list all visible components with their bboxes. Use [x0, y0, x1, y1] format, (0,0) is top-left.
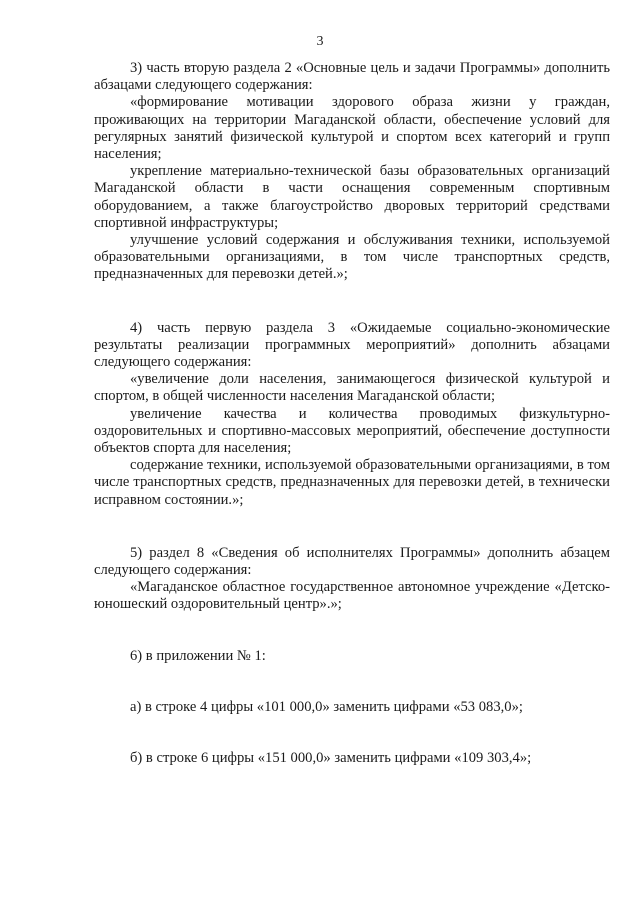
- document-body: [94, 60, 610, 767]
- item-3-paragraph-1: «формирование мотивации здорового образа жизни у граждан, проживающих на территории Магаданской области, обеспечение условий для регулярных занятий физической культурой и спортом всех категорий и групп населения;: [94, 94, 610, 163]
- item-3-intro: 3) часть вторую раздела 2 «Основные цель и задачи Программы» дополнить абзацами следующего содержания:: [94, 60, 610, 94]
- item-6b-section: [94, 750, 610, 767]
- item-4-intro: 4) часть первую раздела 3 «Ожидаемые социально-экономические результаты реализации программных мероприятий» дополнить абзацами следующего содержания:: [94, 319, 610, 371]
- item-3-section: [94, 60, 610, 284]
- item-4-paragraph-1: «увеличение доли населения, занимающегося физической культурой и спортом, в общей численности населения Магаданской области;: [94, 371, 610, 405]
- item-6-section: [94, 648, 610, 665]
- item-6-intro: 6) в приложении № 1:: [130, 647, 266, 664]
- item-6a-section: [94, 699, 610, 716]
- item-4-paragraph-3: содержание техники, используемой образовательными организациями, в том числе транспортных средств, предназначенных для перевозки детей, в технически исправном состоянии.»;: [94, 457, 610, 508]
- item-5-paragraph-1: «Магаданское областное государственное автономное учреждение «Детско-юношеский оздоровительный центр».»;: [94, 579, 610, 613]
- section-spacer: [94, 509, 610, 545]
- section-spacer: [94, 284, 610, 320]
- section-spacer: [94, 665, 610, 699]
- item-5-intro: 5) раздел 8 «Сведения об исполнителях Программы» дополнить абзацем следующего содержания:: [94, 544, 610, 579]
- item-4-section: [94, 320, 610, 509]
- section-spacer: [94, 716, 610, 750]
- item-6b-text: б) в строке 6 цифры «151 000,0» заменить цифрами «109 303,4»;: [130, 750, 532, 767]
- item-5-section: [94, 545, 610, 614]
- section-spacer: [94, 614, 610, 648]
- item-3-paragraph-3: улучшение условий содержания и обслуживания техники, используемой образовательными организациями, в том числе транспортных средств, предназначенных для перевозки детей.»;: [94, 232, 610, 283]
- item-4-paragraph-2: увеличение качества и количества проводимых физкультурно-оздоровительных и спортивно-массовых мероприятий, обеспечение доступности объектов спорта для населения;: [94, 405, 610, 457]
- item-3-paragraph-2: укрепление материально-технической базы образовательных организаций Магаданской области в части оснащения современным спортивным оборудованием, а также благоустройство дворовых территорий средствами спортивной инфраструктуры;: [94, 163, 610, 231]
- page-number: 3: [316, 34, 324, 49]
- item-6a-text: а) в строке 4 цифры «101 000,0» заменить цифрами «53 083,0»;: [130, 698, 523, 715]
